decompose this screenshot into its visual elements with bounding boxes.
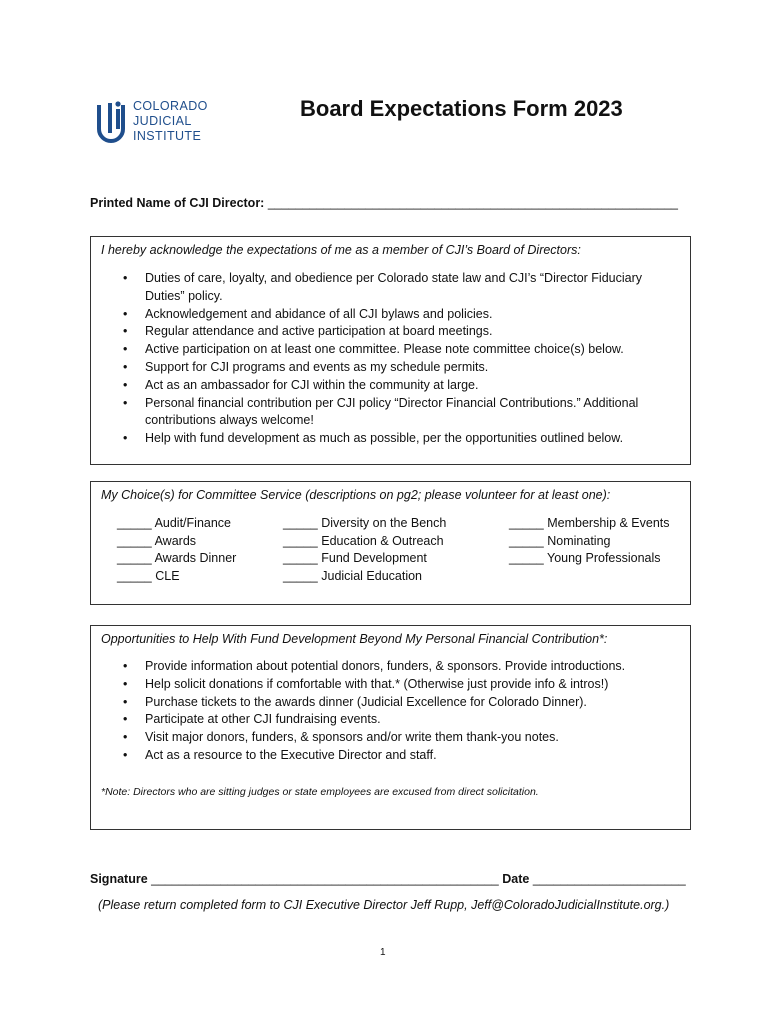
return-instructions: (Please return completed form to CJI Executive Director Jeff Rupp, Jeff@ColoradoJudicialInstitute.org.): [98, 898, 670, 912]
committee-label: Education & Outreach: [321, 533, 444, 548]
committee-label: Judicial Education: [321, 568, 423, 583]
opportunities-list: [91, 658, 645, 765]
committee-blank[interactable]: _____: [283, 533, 318, 548]
committee-blank[interactable]: _____: [509, 533, 544, 548]
committee-blank[interactable]: _____: [283, 568, 318, 583]
page-number: 1: [380, 947, 386, 958]
list-item: • Regular attendance and active participation at board meetings.: [91, 323, 645, 341]
solicitation-note: *Note: Directors who are sitting judges or state employees are excused from direct solicitation.: [101, 786, 539, 798]
printed-name-label: Printed Name of CJI Director:: [90, 196, 265, 210]
committee-blank[interactable]: _____: [117, 516, 152, 530]
logo-line-1: COLORADO: [133, 99, 208, 113]
committee-label: Fund Development: [321, 551, 427, 566]
committee-option[interactable]: [509, 533, 670, 551]
list-item: • Participate at other CJI fundraising events.: [91, 711, 645, 729]
opportunities-box: [90, 625, 691, 830]
committee-option[interactable]: [283, 533, 446, 551]
committee-blank[interactable]: _____: [117, 568, 152, 583]
committee-blank[interactable]: _____: [117, 533, 152, 548]
committee-option[interactable]: [117, 550, 236, 568]
committee-label: Membership & Events: [547, 516, 670, 530]
committee-label: Nominating: [547, 533, 611, 548]
committee-label: Diversity on the Bench: [321, 516, 447, 530]
committee-option[interactable]: [283, 550, 446, 568]
committee-label: Awards: [154, 533, 197, 548]
committee-option[interactable]: [283, 515, 446, 533]
expectations-heading: I hereby acknowledge the expectations of me as a member of CJI’s Board of Directors:: [101, 243, 581, 257]
committee-blank[interactable]: _____: [117, 551, 152, 566]
committee-label: CLE: [155, 568, 180, 583]
committee-column-1: [117, 515, 236, 585]
committee-column-3: [509, 515, 670, 568]
committee-blank[interactable]: _____: [509, 551, 544, 566]
page-title: Board Expectations Form 2023: [300, 96, 623, 121]
committee-option[interactable]: [117, 515, 236, 533]
cji-logo-mark-icon: [95, 99, 131, 149]
committee-option[interactable]: [117, 533, 236, 551]
list-item: • Purchase tickets to the awards dinner (Judicial Excellence for Colorado Dinner).: [91, 694, 645, 712]
logo-line-2: JUDICIAL: [133, 114, 192, 128]
list-item: • Support for CJI programs and events as my schedule permits.: [91, 359, 645, 377]
list-item: • Active participation on at least one committee. Please note committee choice(s) below.: [91, 341, 645, 359]
list-item: • Help with fund development as much as possible, per the opportunities outlined below.: [91, 430, 645, 448]
committee-option[interactable]: [283, 568, 446, 586]
logo-line-3: INSTITUTE: [133, 129, 202, 143]
committee-option[interactable]: [509, 515, 670, 533]
list-item: • Provide information about potential donors, funders, & sponsors. Provide introductions.: [91, 658, 645, 676]
list-item: • Acknowledgement and abidance of all CJI bylaws and policies.: [91, 306, 645, 324]
committee-label: Audit/Finance: [154, 516, 231, 530]
printed-name-field[interactable]: ___________________________________________________________: [267, 196, 678, 210]
list-item: • Duties of care, loyalty, and obedience per Colorado state law and CJI’s “Director Fiduciary Duties” policy.: [91, 270, 645, 306]
committee-blank[interactable]: _____: [509, 516, 544, 530]
expectations-list: [91, 270, 645, 448]
list-item: • Visit major donors, funders, & sponsors and/or write them thank-you notes.: [91, 729, 645, 747]
committee-box: [90, 481, 691, 605]
cji-logo: [95, 99, 225, 149]
list-item: • Act as a resource to the Executive Director and staff.: [91, 747, 645, 765]
printed-name-row: [90, 196, 678, 210]
committee-blank[interactable]: _____: [283, 516, 318, 530]
committee-column-2: [283, 515, 446, 585]
list-item: • Act as an ambassador for CJI within the community at large.: [91, 377, 645, 395]
committee-option[interactable]: [509, 550, 670, 568]
committee-heading: My Choice(s) for Committee Service (descriptions on pg2; please volunteer for at least one):: [101, 488, 611, 502]
signature-label: Signature: [90, 872, 148, 886]
opportunities-heading: Opportunities to Help With Fund Development Beyond My Personal Financial Contribution*:: [101, 632, 608, 646]
committee-label: Young Professionals: [547, 551, 661, 566]
list-item: • Personal financial contribution per CJI policy “Director Financial Contributions.” Additional contributions always welcome!: [91, 395, 645, 431]
date-label: Date: [502, 872, 530, 886]
expectations-box: [90, 236, 691, 465]
committee-option[interactable]: [117, 568, 236, 586]
signature-field[interactable]: __________________________________________________: [151, 872, 499, 886]
date-field[interactable]: ______________________: [532, 872, 686, 886]
list-item: • Help solicit donations if comfortable with that.* (Otherwise just provide info & intros!): [91, 676, 645, 694]
committee-label: Awards Dinner: [154, 551, 237, 566]
signature-row: [90, 872, 686, 886]
committee-blank[interactable]: _____: [283, 551, 318, 566]
